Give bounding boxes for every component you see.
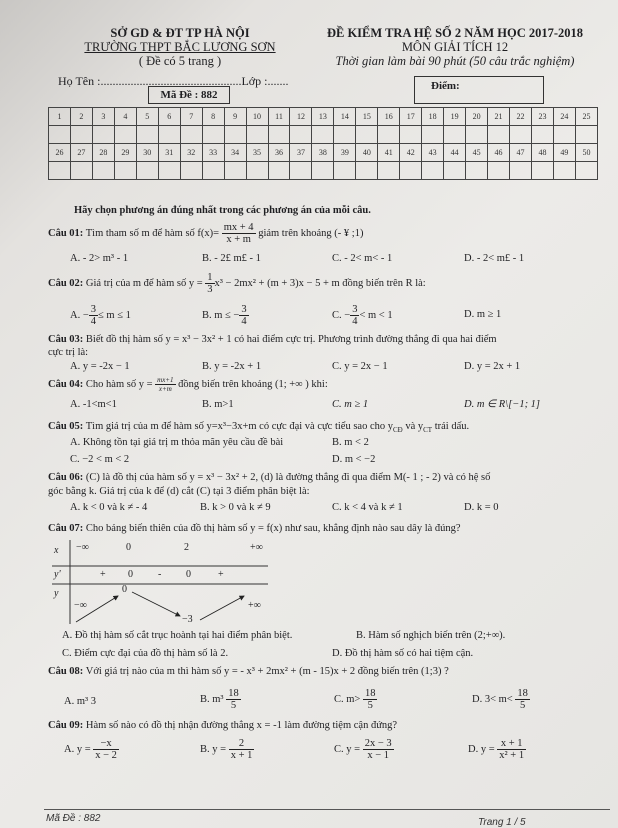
denominator: 5: [519, 700, 526, 711]
question-label: Câu 02:: [48, 277, 84, 289]
question-number-cell: 11: [268, 108, 290, 126]
answer-cell[interactable]: [246, 126, 268, 144]
decreasing-arrow: [132, 592, 180, 616]
answer-cell[interactable]: [334, 126, 356, 144]
question-4: [48, 376, 328, 393]
sign: +: [100, 569, 106, 580]
question-number-cell: 49: [553, 144, 575, 162]
q3-option-c: C. y = 2x − 1: [332, 361, 388, 372]
question-number-cell: 29: [114, 144, 136, 162]
question-number-cell: 50: [575, 144, 597, 162]
answer-cell[interactable]: [70, 126, 92, 144]
answer-cell[interactable]: [246, 162, 268, 180]
answer-cell[interactable]: [466, 126, 488, 144]
answer-cell[interactable]: [136, 162, 158, 180]
question-number-cell: 41: [378, 144, 400, 162]
q7-option-b: B. Hàm số nghịch biến trên (2;+∞).: [356, 630, 506, 641]
q2-option-a: [70, 304, 131, 327]
denominator: x + 1: [230, 750, 253, 761]
question-number-cell: 24: [553, 108, 575, 126]
answer-cell[interactable]: [114, 126, 136, 144]
score-box: [414, 76, 544, 104]
x-value: 2: [184, 542, 189, 553]
answer-cell[interactable]: [422, 126, 444, 144]
question-number-cell: 17: [400, 108, 422, 126]
numerator: 1: [207, 272, 213, 283]
fraction: [363, 738, 394, 761]
answer-cell[interactable]: [180, 126, 202, 144]
answer-cell[interactable]: [444, 126, 466, 144]
q6-option-b: B. k > 0 và k ≠ 9: [200, 502, 271, 513]
question-number-cell: 13: [312, 108, 334, 126]
answer-cell[interactable]: [92, 126, 114, 144]
q6-option-c: C. k < 4 và k ≠ 1: [332, 502, 403, 513]
question-number-cell: 46: [488, 144, 510, 162]
question-number-cell: 2: [70, 108, 92, 126]
answer-cell[interactable]: [136, 126, 158, 144]
answer-grid: [48, 107, 598, 180]
q4-option-a: A. -1<m<1: [70, 399, 117, 410]
denominator: 4: [90, 316, 97, 327]
question-text: và y: [402, 421, 424, 432]
denominator: x + m: [226, 234, 251, 245]
answer-cell[interactable]: [158, 162, 180, 180]
question-label: Câu 07:: [48, 523, 84, 534]
answer-cell[interactable]: [202, 162, 224, 180]
q2-option-d: D. m ≥ 1: [464, 309, 502, 320]
answer-grid-answers-2: [49, 162, 598, 180]
fraction: [497, 738, 526, 761]
q7-option-a: A. Đồ thị hàm số cắt trục hoành tại hai điểm phân biệt.: [62, 630, 293, 641]
answer-cell[interactable]: [158, 126, 180, 144]
y-value: −3: [182, 614, 193, 625]
question-number-cell: 16: [378, 108, 400, 126]
question-label: Câu 06:: [48, 472, 84, 483]
answer-cell[interactable]: [378, 162, 400, 180]
subscript: CĐ: [392, 426, 403, 435]
question-number-cell: 38: [312, 144, 334, 162]
x-value: 0: [126, 542, 131, 553]
answer-cell[interactable]: [224, 162, 246, 180]
answer-cell[interactable]: [224, 126, 246, 144]
q2-option-b: [202, 304, 249, 327]
answer-cell[interactable]: [356, 162, 378, 180]
time-note: Thời gian làm bài 90 phút (50 câu trắc nghiệm): [335, 54, 575, 68]
numerator: 2: [229, 738, 255, 750]
fraction: [229, 738, 255, 761]
sign: -: [158, 569, 162, 580]
question-text: đồng biến trên khoảng (1; +∞ ) khi:: [178, 378, 328, 390]
sign: 0: [128, 569, 133, 580]
denominator: x − 2: [95, 750, 117, 761]
option-text: D. 3< m<: [472, 693, 513, 705]
q5-option-a: A. Không tồn tại giá trị m thỏa mãn yêu cầu đề bài: [70, 437, 284, 448]
option-text: A. y =: [64, 743, 91, 755]
q3-option-a: A. y = -2x − 1: [70, 361, 130, 372]
question-label: Câu 04:: [48, 378, 84, 390]
y-label: y: [54, 588, 59, 599]
denominator: 5: [367, 700, 373, 711]
question-number-cell: 10: [246, 108, 268, 126]
question-1: [48, 222, 363, 245]
q1-option-b: B. - 2£ m£ - 1: [202, 253, 261, 264]
q5-option-b: B. m < 2: [332, 437, 369, 448]
yprime-label: y': [54, 569, 61, 580]
option-text: ≤ m ≤ 1: [98, 309, 131, 321]
answer-cell[interactable]: [70, 162, 92, 180]
increasing-arrow: [200, 596, 244, 620]
question-number-cell: 42: [400, 144, 422, 162]
question-number-cell: 19: [444, 108, 466, 126]
question-number-cell: 36: [268, 144, 290, 162]
fraction: [239, 304, 248, 327]
y-value: +∞: [248, 600, 261, 611]
fraction: [93, 738, 119, 761]
answer-cell[interactable]: [400, 162, 422, 180]
q3-option-d: D. y = 2x + 1: [464, 361, 521, 372]
numerator: mx + 4: [223, 222, 254, 233]
question-label: Câu 08:: [48, 666, 84, 677]
question-label: Câu 05:: [48, 421, 84, 432]
answer-cell[interactable]: [290, 126, 312, 144]
question-text: Cho bảng biến thiên của đồ thị hàm số y = f(x) như sau, khẳng định nào sau dây là đúng?: [85, 523, 461, 534]
fraction: [205, 272, 214, 295]
answer-cell[interactable]: [356, 126, 378, 144]
option-text: A. −: [70, 309, 89, 321]
q8-option-a: A. m³ 3: [64, 696, 97, 707]
question-number-cell: 8: [202, 108, 224, 126]
question-2: [48, 272, 426, 295]
q9-option-d: [468, 738, 526, 761]
answer-cell[interactable]: [268, 162, 290, 180]
answer-cell[interactable]: [553, 126, 575, 144]
sign: 0: [186, 569, 191, 580]
header-right: [320, 26, 590, 68]
answer-cell[interactable]: [444, 162, 466, 180]
question-label: Câu 09:: [48, 720, 84, 731]
q6-option-a: A. k < 0 và k ≠ - 4: [70, 502, 148, 513]
answer-cell[interactable]: [202, 126, 224, 144]
denominator: x+m: [158, 385, 172, 393]
question-text: Tìm tham số m để hàm số f(x)=: [85, 227, 220, 239]
question-number-cell: 3: [92, 108, 114, 126]
question-number-cell: 23: [531, 108, 553, 126]
answer-grid-numbers-1: [49, 108, 598, 126]
question-text: trái dấu.: [432, 421, 470, 432]
footer-rule: [44, 809, 610, 810]
answer-cell[interactable]: [180, 162, 202, 180]
option-text: C. −: [332, 309, 351, 321]
q2-option-c: [332, 304, 393, 327]
answer-grid-numbers-2: [49, 144, 598, 162]
answer-cell[interactable]: [575, 126, 597, 144]
answer-cell[interactable]: [49, 126, 71, 144]
school-name: TRƯỜNG THPT BẮC LƯƠNG SƠN: [84, 40, 276, 54]
question-text: Với giá trị nào của m thì hàm số y = - x³ + 2mx² + (m - 15)x + 2 đồng biến trên (1;3) ?: [85, 666, 449, 677]
q4-option-c: C. m ≥ 1: [332, 399, 369, 410]
q1-option-c: C. - 2< m< - 1: [332, 253, 393, 264]
fraction: [226, 688, 241, 711]
question-number-cell: 7: [180, 108, 202, 126]
pages-note: ( Đề có 5 trang ): [138, 54, 222, 68]
answer-grid-answers-1: [49, 126, 598, 144]
question-number-cell: 28: [92, 144, 114, 162]
question-number-cell: 30: [136, 144, 158, 162]
fraction: [222, 222, 256, 245]
answer-cell[interactable]: [334, 162, 356, 180]
answer-cell[interactable]: [510, 162, 532, 180]
question-number-cell: 14: [334, 108, 356, 126]
question-6-cont: góc bằng k. Giá trị của k để (d) cắt (C) tại 3 điểm phân biệt là:: [48, 486, 310, 497]
question-text: x³ − 2mx² + (m + 3)x − 5 + m đồng biến trên R là:: [214, 277, 426, 289]
question-number-cell: 15: [356, 108, 378, 126]
answer-cell[interactable]: [49, 162, 71, 180]
question-number-cell: 31: [158, 144, 180, 162]
question-label: Câu 01:: [48, 227, 84, 239]
q5-option-d: D. m < −2: [332, 454, 376, 465]
q8-option-d: [472, 688, 530, 711]
question-number-cell: 1: [49, 108, 71, 126]
question-number-cell: 4: [114, 108, 136, 126]
question-number-cell: 20: [466, 108, 488, 126]
answer-cell[interactable]: [488, 126, 510, 144]
option-text: D. y =: [468, 743, 495, 755]
fraction: [89, 304, 98, 327]
question-number-cell: 43: [422, 144, 444, 162]
question-number-cell: 47: [510, 144, 532, 162]
x-label: x: [54, 545, 59, 556]
denominator: 3: [207, 284, 213, 295]
question-8: [48, 666, 449, 678]
x-value: −∞: [76, 542, 89, 553]
answer-cell[interactable]: [378, 126, 400, 144]
option-text: B. m³: [200, 693, 224, 705]
q8-option-c: [334, 688, 377, 711]
footer-page-number: Trang 1 / 5: [478, 817, 526, 828]
question-number-cell: 9: [224, 108, 246, 126]
q9-option-b: [200, 738, 254, 761]
question-number-cell: 33: [202, 144, 224, 162]
denominator: 5: [230, 700, 237, 711]
question-number-cell: 6: [158, 108, 180, 126]
answer-cell[interactable]: [268, 126, 290, 144]
subscript: CT: [423, 426, 433, 435]
question-number-cell: 40: [356, 144, 378, 162]
question-number-cell: 35: [246, 144, 268, 162]
numerator: 2x − 3: [364, 738, 392, 749]
numerator: −x: [93, 738, 119, 750]
question-number-cell: 18: [422, 108, 444, 126]
question-number-cell: 37: [290, 144, 312, 162]
question-number-cell: 44: [444, 144, 466, 162]
question-7: [48, 523, 461, 535]
score-label: Điểm:: [431, 80, 460, 92]
answer-cell[interactable]: [553, 162, 575, 180]
question-9: [48, 720, 397, 732]
question-number-cell: 39: [334, 144, 356, 162]
answer-cell[interactable]: [290, 162, 312, 180]
numerator: 3: [352, 304, 358, 315]
numerator: 3: [90, 304, 97, 315]
q1-option-a: A. - 2> m³ - 1: [70, 253, 129, 264]
q4-option-d: D. m ∈ R\[−1; 1]: [464, 399, 541, 410]
answer-cell[interactable]: [114, 162, 136, 180]
question-number-cell: 5: [136, 108, 158, 126]
q9-option-c: [334, 738, 394, 761]
q6-option-d: D. k = 0: [464, 502, 499, 513]
option-text: < m < 1: [359, 309, 393, 321]
denominator: x² + 1: [499, 750, 525, 761]
question-number-cell: 12: [290, 108, 312, 126]
answer-cell[interactable]: [422, 162, 444, 180]
sign: +: [218, 569, 224, 580]
question-5: [48, 421, 469, 436]
header-left: [60, 26, 300, 68]
question-number-cell: 45: [466, 144, 488, 162]
department-name: SỞ GD & ĐT TP HÀ NỘI: [110, 26, 250, 40]
denominator: 4: [241, 316, 247, 327]
option-text: C. y =: [334, 743, 361, 755]
question-number-cell: 26: [49, 144, 71, 162]
q5-option-c: C. −2 < m < 2: [70, 454, 130, 465]
denominator: 4: [352, 316, 358, 327]
question-text: Biết đồ thị hàm số y = x³ − 3x² + 1 có hai điểm cực trị. Phương trình đường thẳng đi qua hai điểm: [85, 334, 497, 345]
numerator: x + 1: [497, 738, 526, 750]
y-value: 0: [122, 584, 127, 595]
x-value: +∞: [250, 542, 263, 553]
q9-option-a: [64, 738, 119, 761]
denominator: x − 1: [367, 750, 389, 761]
answer-cell[interactable]: [531, 126, 553, 144]
exam-code-box: Mã Đề : 882: [148, 86, 230, 104]
variation-table: [52, 540, 272, 625]
answer-cell[interactable]: [510, 126, 532, 144]
answer-cell[interactable]: [531, 162, 553, 180]
exam-title: ĐỀ KIỂM TRA HỆ SỐ 2 NĂM HỌC 2017-2018: [326, 26, 584, 40]
answer-cell[interactable]: [466, 162, 488, 180]
q7-option-c: C. Điểm cực đại của đồ thị hàm số là 2.: [62, 648, 229, 659]
numerator: 18: [364, 688, 376, 699]
y-value: −∞: [74, 600, 87, 611]
question-text: Hàm số nào có đồ thị nhận đường thẳng x = -1 làm đường tiệm cận đứng?: [85, 720, 398, 731]
question-number-cell: 22: [510, 108, 532, 126]
instruction: Hãy chọn phương án đúng nhất trong các phương án của mỗi câu.: [74, 205, 371, 216]
fraction: [155, 376, 175, 393]
numerator: 3: [241, 304, 247, 315]
option-text: B. y =: [200, 743, 227, 755]
q7-option-d: D. Đồ thị hàm số có hai tiệm cận.: [332, 648, 474, 659]
numerator: 18: [228, 688, 239, 699]
footer-exam-code: Mã Đề : 882: [46, 813, 101, 824]
question-3-cont: cực trị là:: [48, 347, 89, 358]
question-number-cell: 25: [575, 108, 597, 126]
question-label: Câu 03:: [48, 334, 84, 345]
answer-cell[interactable]: [488, 162, 510, 180]
answer-cell[interactable]: [92, 162, 114, 180]
answer-cell[interactable]: [312, 162, 334, 180]
option-text: B. m ≤ −: [202, 309, 240, 321]
subject: MÔN GIẢI TÍCH 12: [401, 40, 509, 54]
question-number-cell: 48: [531, 144, 553, 162]
option-text: C. m>: [334, 693, 361, 705]
question-number-cell: 27: [70, 144, 92, 162]
question-6: [48, 472, 490, 484]
q1-option-d: D. - 2< m£ - 1: [464, 253, 525, 264]
q3-option-b: B. y = -2x + 1: [202, 361, 262, 372]
question-number-cell: 21: [488, 108, 510, 126]
question-3: [48, 334, 497, 346]
question-number-cell: 32: [180, 144, 202, 162]
answer-cell[interactable]: [312, 126, 334, 144]
question-number-cell: 34: [224, 144, 246, 162]
numerator: mx+1: [157, 376, 174, 384]
q8-option-b: [200, 688, 241, 711]
answer-cell[interactable]: [575, 162, 597, 180]
question-text: Tìm giá trị của m để hàm số y=x³−3x+m có cực đại và cực tiểu sao cho y: [85, 421, 393, 432]
question-text: (C) là đồ thị của hàm số y = x³ − 3x² + 2, (d) là đường thẳng đi qua điểm M(- 1 ; - 2) và có hệ số: [85, 472, 491, 483]
question-text: giảm trên khoảng (- ¥ ;1): [258, 227, 364, 239]
answer-cell[interactable]: [400, 126, 422, 144]
name-class-line: Họ Tên :...............................................Lớp :.......: [58, 74, 289, 88]
question-text: Giá trị của m để hàm số y =: [85, 277, 203, 289]
numerator: 18: [517, 688, 528, 699]
fraction: [363, 688, 378, 711]
question-text: Cho hàm số y =: [85, 378, 153, 390]
q4-option-b: B. m>1: [202, 399, 234, 410]
fraction: [515, 688, 530, 711]
